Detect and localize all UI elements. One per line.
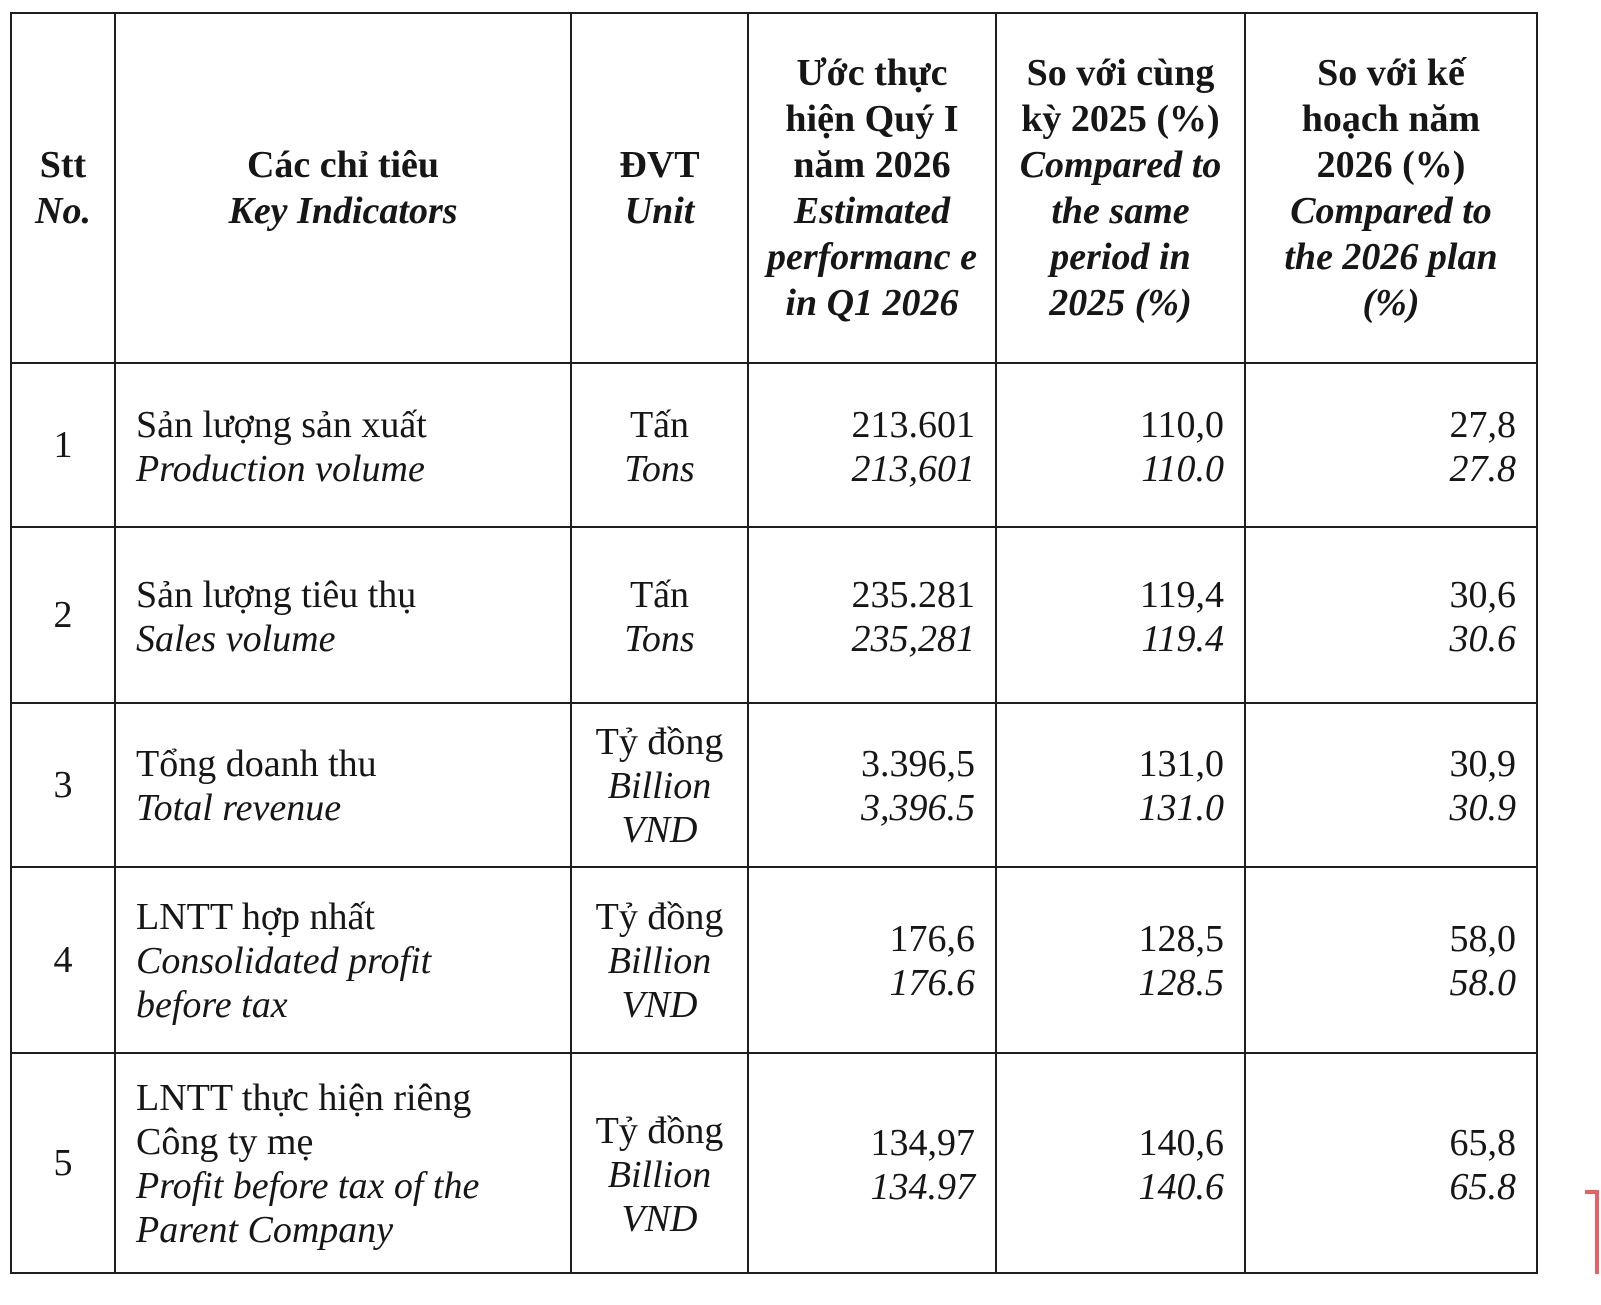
plan-en: 58.0 (1449, 962, 1516, 1004)
yoy-en: 131.0 (1138, 787, 1224, 829)
header-yoy-vi: So với cùng kỳ 2025 (%) (1021, 52, 1220, 140)
indicator-vi (136, 1076, 570, 1164)
header-stt-en: No. (35, 190, 91, 232)
indicator-en: Sales volume (136, 618, 336, 660)
row-number: 5 (11, 1053, 115, 1273)
indicator-cell (115, 527, 571, 703)
header-plan-en: Compared to the 2026 plan (%) (1284, 190, 1498, 324)
header-indicator (115, 13, 571, 363)
yoy-cell (996, 703, 1245, 867)
estimate-cell (748, 527, 996, 703)
indicator-vi: Sản lượng sản xuất (136, 404, 427, 446)
header-row (11, 13, 1537, 363)
table-row (11, 703, 1537, 867)
indicator-en-line2: Parent Company (136, 1209, 394, 1251)
unit-en-line2: VND (621, 984, 698, 1026)
yoy-cell (996, 867, 1245, 1053)
indicator-cell (115, 1053, 571, 1273)
unit-en-line2: VND (621, 1198, 698, 1240)
estimate-en: 3,396.5 (861, 787, 975, 829)
indicator-vi-line1: LNTT thực hiện riêng (136, 1077, 472, 1119)
estimate-cell (748, 703, 996, 867)
plan-en: 65.8 (1449, 1166, 1516, 1208)
table-row (11, 867, 1537, 1053)
estimate-vi: 213.601 (851, 404, 975, 446)
header-plan (1245, 13, 1537, 363)
unit-vi: Tỷ đồng (595, 721, 724, 763)
row-number: 2 (11, 527, 115, 703)
estimate-cell (748, 363, 996, 527)
stamp-mark (1585, 1190, 1599, 1274)
yoy-vi: 131,0 (1138, 743, 1224, 785)
plan-cell (1245, 363, 1537, 527)
header-estimate (748, 13, 996, 363)
yoy-cell (996, 363, 1245, 527)
indicator-en-line2: before tax (136, 984, 288, 1026)
unit-cell (571, 867, 748, 1053)
estimate-vi: 3.396,5 (861, 743, 975, 785)
header-estimate-vi: Ước thực hiện Quý I năm 2026 (785, 52, 959, 186)
unit-en (572, 1153, 747, 1241)
plan-vi: 30,9 (1449, 743, 1516, 785)
plan-vi: 65,8 (1449, 1122, 1516, 1164)
plan-cell (1245, 527, 1537, 703)
unit-vi: Tỷ đồng (595, 1110, 724, 1152)
yoy-vi: 128,5 (1138, 918, 1224, 960)
header-stt-vi: Stt (39, 144, 87, 186)
plan-vi: 58,0 (1449, 918, 1516, 960)
header-yoy-en: Compared to the same period in 2025 (%) (1019, 144, 1222, 324)
yoy-vi: 140,6 (1138, 1122, 1224, 1164)
row-number: 3 (11, 703, 115, 867)
indicator-cell (115, 363, 571, 527)
header-plan-vi: So với kế hoạch năm 2026 (%) (1301, 52, 1481, 186)
indicator-en: Production volume (136, 448, 425, 490)
unit-en-line1: Billion (607, 940, 712, 982)
unit-en-line2: VND (621, 809, 698, 851)
plan-en: 30.6 (1449, 618, 1516, 660)
indicator-en (136, 1164, 570, 1252)
plan-en: 30.9 (1449, 787, 1516, 829)
estimate-cell (748, 1053, 996, 1273)
stamp-edge (1585, 1140, 1601, 1270)
yoy-cell (996, 527, 1245, 703)
unit-en (572, 764, 747, 852)
plan-en: 27.8 (1449, 448, 1516, 490)
yoy-vi: 110,0 (1139, 404, 1224, 446)
estimate-en: 235,281 (851, 618, 975, 660)
indicator-en: Total revenue (136, 787, 342, 829)
header-unit (571, 13, 748, 363)
indicator-cell (115, 703, 571, 867)
row-number: 4 (11, 867, 115, 1053)
estimate-vi: 176,6 (889, 918, 975, 960)
unit-cell (571, 527, 748, 703)
estimate-en: 176.6 (889, 962, 975, 1004)
indicator-en (136, 939, 570, 1027)
yoy-en: 140.6 (1138, 1166, 1224, 1208)
plan-vi: 27,8 (1449, 404, 1516, 446)
header-unit-vi: ĐVT (619, 144, 700, 186)
unit-en-line1: Billion (607, 765, 712, 807)
unit-cell (571, 363, 748, 527)
unit-en-line1: Billion (607, 1154, 712, 1196)
plan-cell (1245, 1053, 1537, 1273)
indicator-en-line1: Profit before tax of the (136, 1165, 480, 1207)
header-stt (11, 13, 115, 363)
yoy-vi: 119,4 (1139, 574, 1224, 616)
estimate-en: 213,601 (851, 448, 975, 490)
indicator-vi: Sản lượng tiêu thụ (136, 574, 417, 616)
plan-cell (1245, 703, 1537, 867)
table-row (11, 527, 1537, 703)
indicator-vi-line2: Công ty mẹ (136, 1121, 314, 1163)
estimate-vi: 134,97 (870, 1122, 975, 1164)
indicator-vi: LNTT hợp nhất (136, 896, 375, 938)
estimate-cell (748, 867, 996, 1053)
row-number: 1 (11, 363, 115, 527)
indicator-en-line1: Consolidated profit (136, 940, 432, 982)
table-row (11, 363, 1537, 527)
unit-vi: Tỷ đồng (595, 896, 724, 938)
unit-en: Tons (624, 618, 695, 660)
yoy-en: 119.4 (1141, 618, 1224, 660)
yoy-en: 128.5 (1138, 962, 1224, 1004)
unit-cell (571, 703, 748, 867)
unit-en: Tons (624, 448, 695, 490)
plan-cell (1245, 867, 1537, 1053)
yoy-cell (996, 1053, 1245, 1273)
indicator-cell (115, 867, 571, 1053)
unit-en (572, 939, 747, 1027)
table-row (11, 1053, 1537, 1273)
unit-vi: Tấn (629, 404, 690, 446)
unit-cell (571, 1053, 748, 1273)
header-yoy (996, 13, 1245, 363)
estimate-vi: 235.281 (851, 574, 975, 616)
estimate-en: 134.97 (870, 1166, 975, 1208)
yoy-en: 110.0 (1141, 448, 1224, 490)
plan-vi: 30,6 (1449, 574, 1516, 616)
header-estimate-en: Estimated performanc e in Q1 2026 (766, 190, 978, 324)
unit-vi: Tấn (629, 574, 690, 616)
indicator-vi: Tổng doanh thu (136, 743, 377, 785)
header-indicator-vi: Các chỉ tiêu (246, 144, 440, 186)
header-unit-en: Unit (624, 190, 695, 232)
header-indicator-en: Key Indicators (228, 190, 458, 232)
indicators-table (10, 12, 1538, 1274)
